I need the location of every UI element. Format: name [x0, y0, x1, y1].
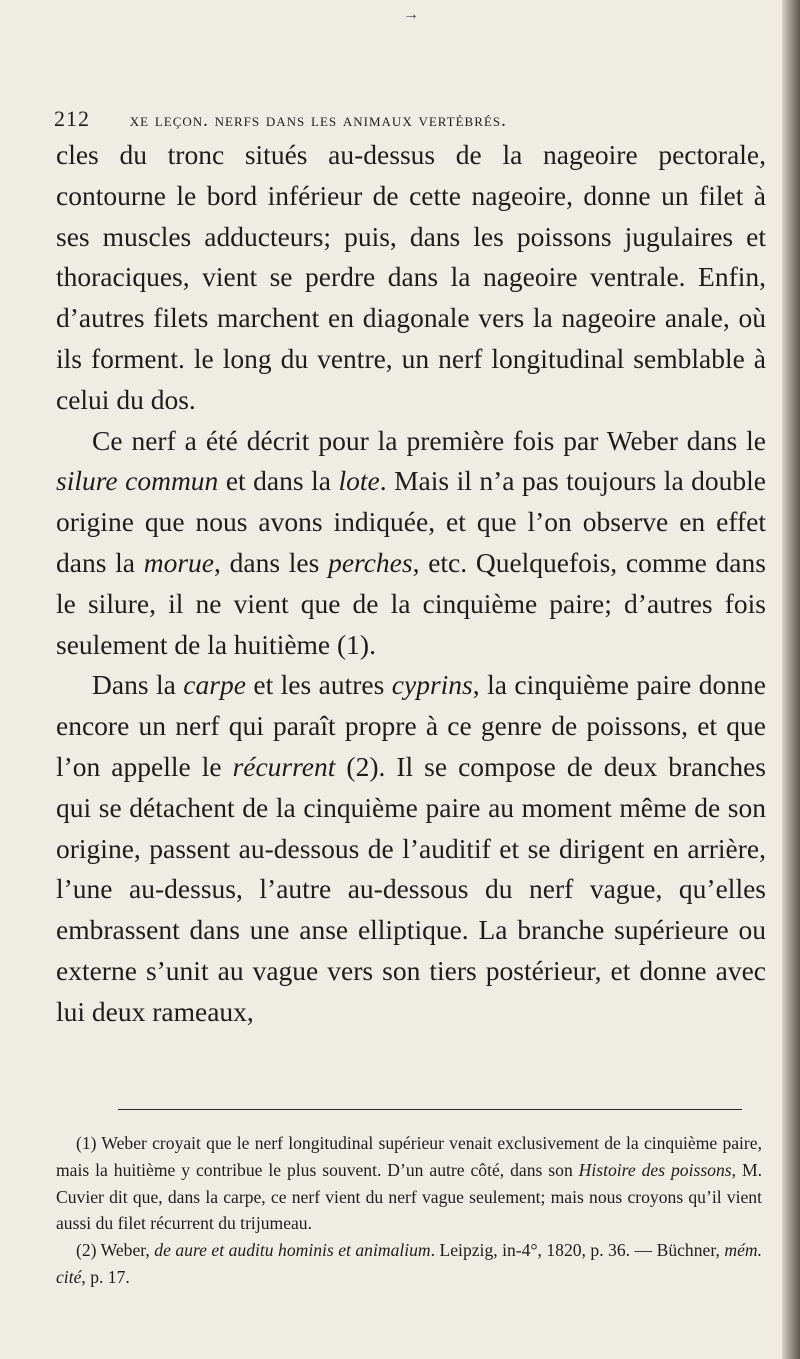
text-run: . Leipzig, in-4°, 1820, p. 36. — Büchner, [430, 1240, 725, 1261]
paragraph-weber [56, 421, 766, 666]
italic-term: silure commun [56, 465, 219, 497]
text-run: , etc. Quelquefois, comme dans le silure, il ne vient que de la cinquième paire; d’autres fois seulement de la huitième (1). [56, 546, 766, 660]
italic-term: mém. cité [56, 1240, 762, 1287]
text-run: et dans la [218, 465, 339, 497]
italic-term: carpe [183, 669, 246, 701]
page-number: 212 [54, 106, 90, 131]
text-run: , dans les [214, 546, 329, 578]
page-edge-shadow [782, 0, 800, 1359]
italic-term: cyprins [391, 669, 473, 701]
footnotes [56, 1130, 762, 1291]
text-run: cles du tronc situés au-dessus de la nageoire pectorale, contourne le bord inférieur de cette nageoire, donne un filet à ses muscles adducteurs; puis, dans les poissons jugulaires et thoraciques, vient se perdre dans la nageoire ventrale. Enfin, d’autres filets marchent en diagonale vers la nageoire anale, où ils forment. le long du ventre, un nerf longitudinal semblable à celui du dos. [56, 139, 766, 415]
paragraph-carpe [56, 665, 766, 1032]
italic-term: lote [338, 465, 380, 497]
footnote-2 [56, 1237, 762, 1291]
running-head [54, 106, 754, 132]
footnote-1 [56, 1130, 762, 1237]
text-run: , la cinquième paire donne encore un nerf qui paraît propre à ce genre de poissons, et que l’on appelle le [56, 669, 766, 782]
text-run: (1) Weber croyait que le nerf longitudinal supérieur venait exclusivement de la cinquième paire, mais la huitième y contribue le plus souvent. D’un autre côté, dans son [56, 1133, 762, 1180]
italic-term: perches [328, 546, 413, 578]
italic-term: morue [143, 546, 215, 578]
text-run: Dans la [92, 669, 184, 701]
text-run: Ce nerf a été décrit pour la première fois par Weber dans le [92, 424, 766, 456]
text-run: , p. 17. [81, 1266, 130, 1287]
text-run: , M. Cuvier dit que, dans la carpe, ce nerf vient du nerf vague seulement; mais nous croyons qu’il vient aussi du filet récurrent du trijumeau. [56, 1159, 762, 1234]
footnote-rule [118, 1109, 742, 1110]
italic-term: Histoire des poissons [578, 1159, 732, 1180]
top-margin-mark: → [403, 6, 419, 23]
running-head-title: xe leçon. nerfs dans les animaux vertébrés. [129, 110, 507, 131]
italic-term: de aure et auditu hominis et animalium [154, 1240, 431, 1261]
italic-term: récurrent [232, 750, 336, 782]
text-run: (2) Weber, [76, 1240, 155, 1261]
body-text [56, 135, 766, 1033]
text-run: et les autres [245, 669, 392, 701]
paragraph-continued [56, 135, 766, 421]
text-run: (2). Il se compose de deux branches qui se détachent de la cinquième paire au moment même de son origine, passent au-dessous de l’auditif et se dirigent en arrière, l’une au-dessus, l’autre au-dessous du nerf vague, qu’elles embrassent dans une anse elliptique. La branche supérieure ou externe s’unit au vague vers son tiers postérieur, et donne avec lui deux rameaux, [56, 750, 766, 1027]
text-run: . Mais il n’a pas toujours la double origine que nous avons indiquée, et que l’on observe en effet dans la [56, 465, 767, 578]
